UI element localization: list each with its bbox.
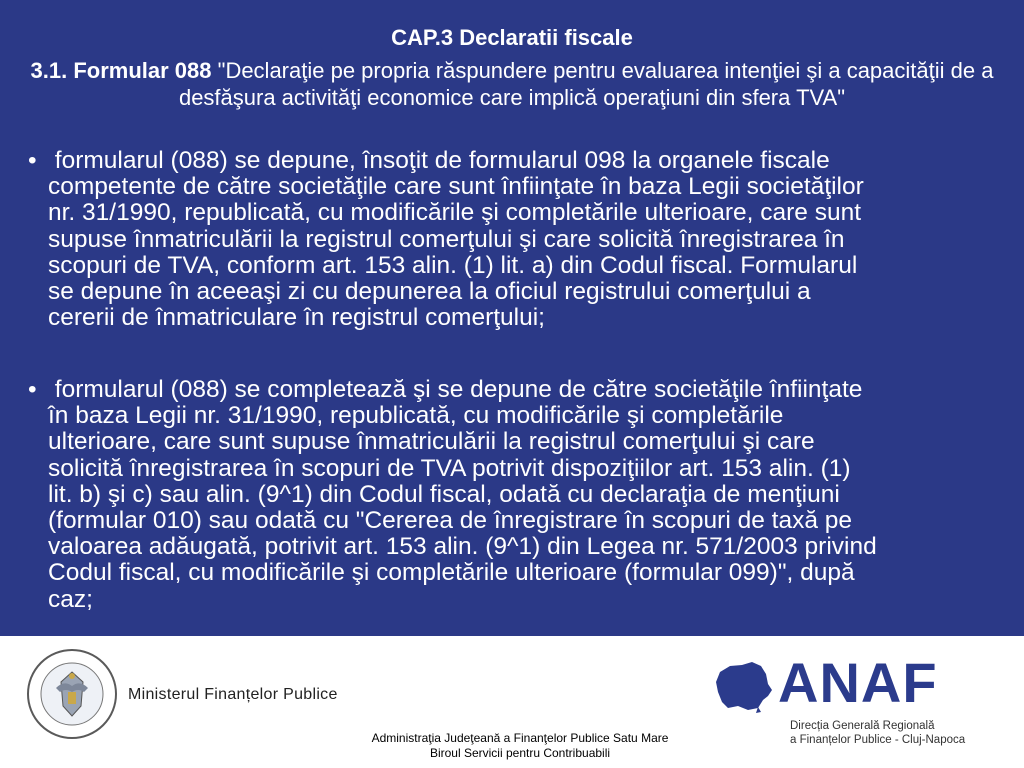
ministry-seal-icon [26,648,118,740]
bullet-line: Codul fiscal, cu modificările şi completările ulterioare (formular 099)", după [48,559,855,587]
regional-directorate-caption [790,719,965,747]
romania-map-icon [714,660,774,716]
bullet-marker: • [28,147,37,174]
bullet-line: valoarea adăugată, potrivit art. 153 alin. (9^1) din Legea nr. 571/2003 privind [48,533,877,561]
bullet-line: supuse înmatriculării la registrul comerţului şi care solicită înregistrarea în [48,225,845,253]
bullet-line: competente de către societăţile care sunt înfiinţate în baza Legii societăţilor [48,173,864,201]
bullet-line: lit. b) şi c) sau alin. (9^1) din Codul fiscal, odată cu declaraţia de menţiuni [48,480,840,508]
subtitle-number: 3.1. Formular 088 [30,58,212,83]
bullet-marker: • [28,376,37,403]
subtitle-text: "Declaraţie pe propria răspundere pentru evaluarea intenţiei şi a capacităţii de a desfăşura activităţi economice care implică operaţiuni din sfera TVA" [178,58,994,110]
directorate-city-line: a Finanțelor Publice - Cluj-Napoca [790,734,966,746]
administration-line: Administraţia Judeţeană a Finanţelor Publice Satu Mare [371,731,669,745]
bullet-text [48,377,998,613]
bullet-line: scopuri de TVA, conform art. 153 alin. (1) lit. a) din Codul fiscal. Formularul [48,251,858,279]
bullet-line: cererii de înmatriculare în registrul comerţului; [48,304,545,332]
office-line: Biroul Servicii pentru Contribuabili [429,746,611,760]
bullet-line: formularul (088) se depune, însoţit de formularul 098 la organele fiscale [48,147,830,174]
bullet-line: în baza Legii nr. 31/1990, republicată, cu modificările şi completările [48,402,784,430]
bullet-line: formularul (088) se completează şi se depune de către societăţile înfiinţate [48,376,863,403]
bullet-line: solicită înregistrarea în scopuri de TVA potrivit dispoziţiilor art. 153 alin. (1) [48,454,851,482]
section-subtitle [20,57,1004,111]
chapter-title: CAP.3 Declaratii fiscale [391,25,633,50]
ministry-label: Ministerul Finanțelor Publice [128,686,338,703]
anaf-logo: ANAF [778,651,938,714]
bullet-text [48,148,998,331]
bullet-line: nr. 31/1990, republicată, cu modificările şi completările ulterioare, care sunt [48,199,861,227]
bullet-line: se depune în aceeaşi zi cu depunerea la oficiul registrului comerţului a [48,278,811,306]
bullet-line: caz; [48,585,93,613]
directorate-line: Direcția Generală Regională [790,720,935,732]
bullet-line: ulterioare, care sunt supuse înmatriculării la registrul comerţului şi care [48,428,815,456]
administration-caption [310,731,730,761]
bullet-line: (formular 010) sau odată cu "Cererea de înregistrare în scopuri de taxă pe [48,507,853,535]
